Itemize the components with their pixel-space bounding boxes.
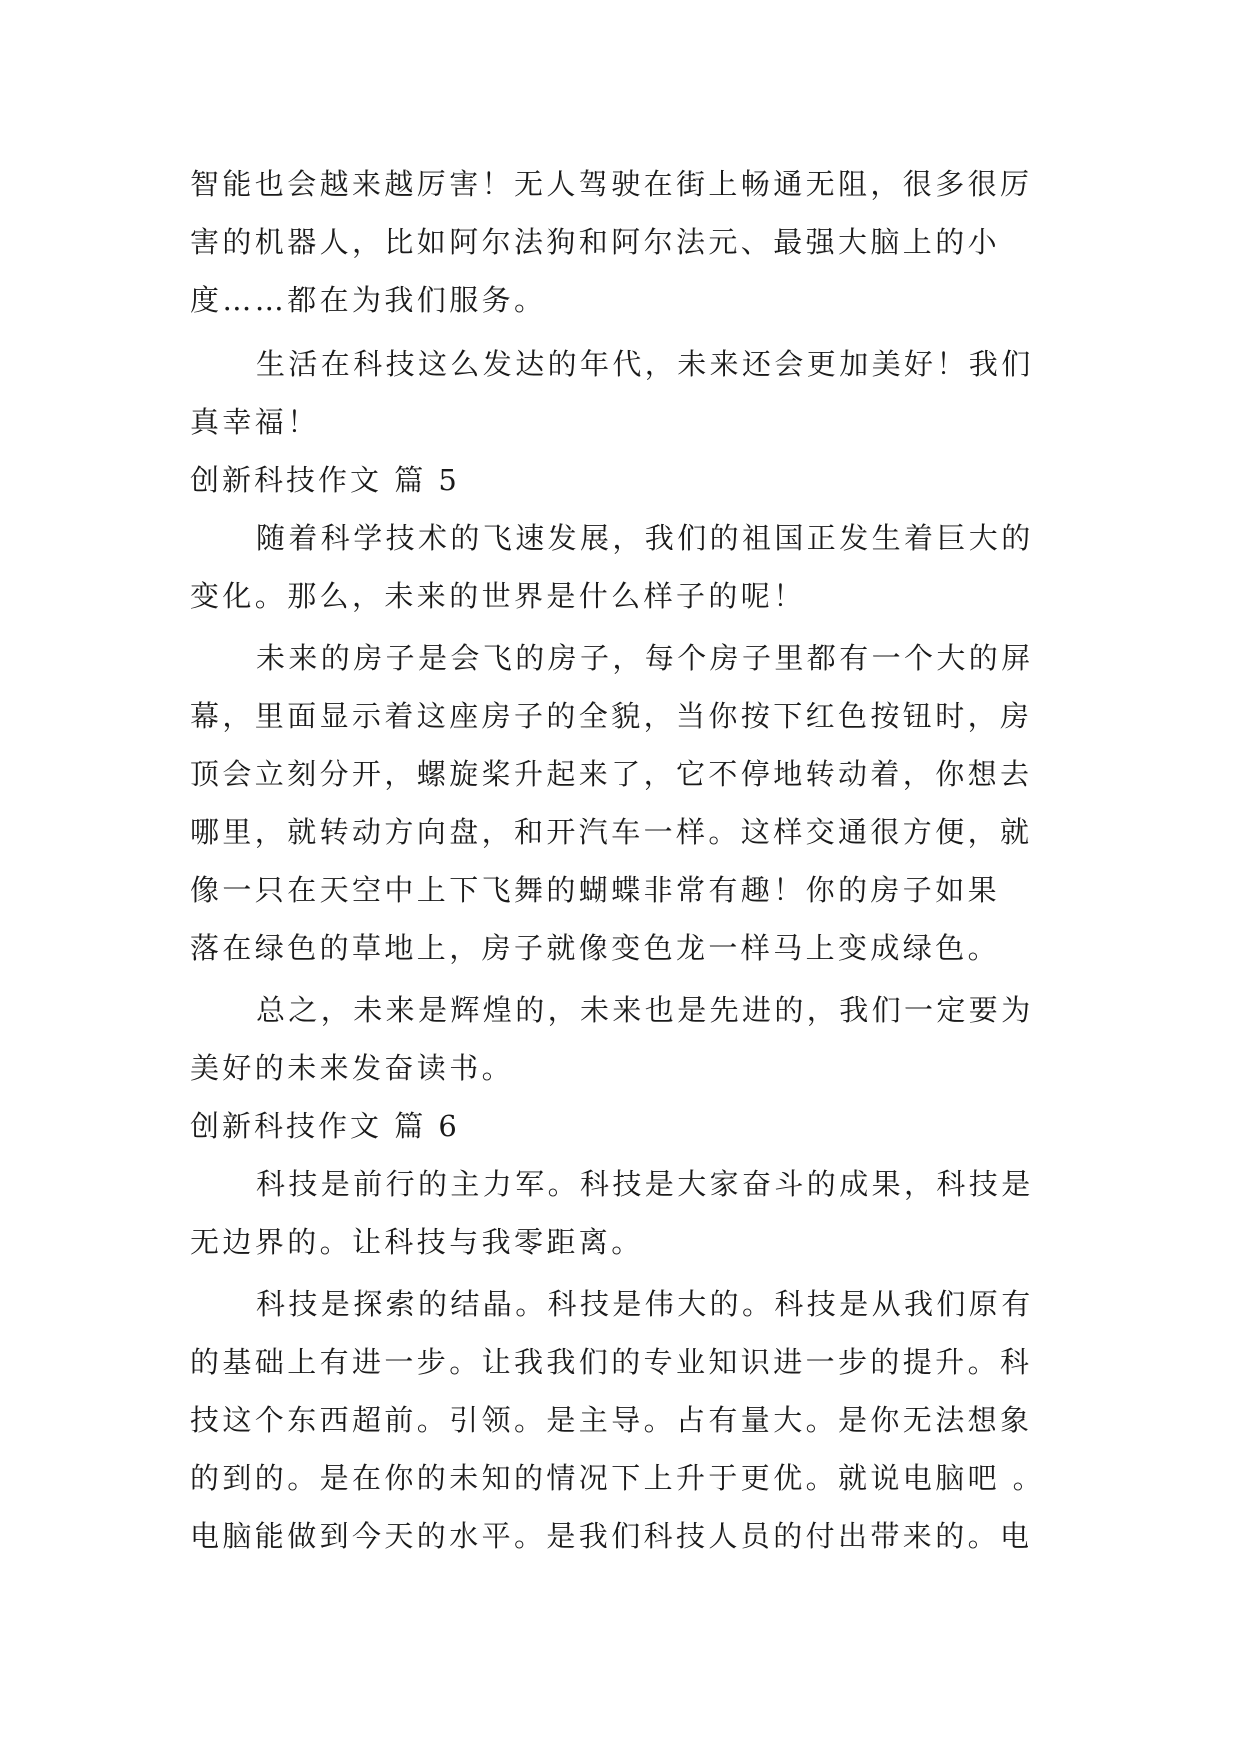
paragraph-line: 智能也会越来越厉害！无人驾驶在街上畅通无阻，很多很厉 xyxy=(190,167,1033,201)
paragraph-line: 无边界的。让科技与我零距离。 xyxy=(190,1225,644,1259)
section-heading: 创新科技作文 篇 5 xyxy=(190,463,460,497)
paragraph-line: 像一只在天空中上下飞舞的蝴蝶非常有趣！你的房子如果 xyxy=(190,873,1001,907)
paragraph-line: 电脑能做到今天的水平。是我们科技人员的付出带来的。电 xyxy=(190,1519,1033,1553)
paragraph-line: 总之，未来是辉煌的，未来也是先进的，我们一定要为 xyxy=(256,993,1034,1027)
paragraph-line: 美好的未来发奋读书。 xyxy=(190,1051,515,1085)
paragraph-line: 顶会立刻分开，螺旋桨升起来了，它不停地转动着，你想去 xyxy=(190,757,1033,791)
paragraph-line: 技这个东西超前。引领。是主导。占有量大。是你无法想象 xyxy=(190,1403,1033,1437)
paragraph-line: 的到的。是在你的未知的情况下上升于更优。就说电脑吧 。 xyxy=(190,1461,1046,1495)
paragraph-line: 科技是前行的主力军。科技是大家奋斗的成果，科技是 xyxy=(256,1167,1034,1201)
paragraph-line: 幕，里面显示着这座房子的全貌，当你按下红色按钮时，房 xyxy=(190,699,1033,733)
paragraph-line: 哪里，就转动方向盘，和开汽车一样。这样交通很方便，就 xyxy=(190,815,1033,849)
paragraph-line: 度……都在为我们服务。 xyxy=(190,283,547,317)
paragraph-line: 的基础上有进一步。让我我们的专业知识进一步的提升。科 xyxy=(190,1345,1033,1379)
paragraph-line: 未来的房子是会飞的房子，每个房子里都有一个大的屏 xyxy=(256,641,1034,675)
paragraph-line: 随着科学技术的飞速发展，我们的祖国正发生着巨大的 xyxy=(256,521,1034,555)
paragraph-line: 变化。那么，未来的世界是什么样子的呢！ xyxy=(190,579,806,613)
paragraph-line: 生活在科技这么发达的年代，未来还会更加美好！我们 xyxy=(256,347,1034,381)
section-heading: 创新科技作文 篇 6 xyxy=(190,1109,460,1143)
paragraph-line: 落在绿色的草地上，房子就像变色龙一样马上变成绿色。 xyxy=(190,931,1001,965)
paragraph-line: 害的机器人，比如阿尔法狗和阿尔法元、最强大脑上的小 xyxy=(190,225,1001,259)
paragraph-line: 真幸福！ xyxy=(190,405,320,439)
paragraph-line: 科技是探索的结晶。科技是伟大的。科技是从我们原有 xyxy=(256,1287,1034,1321)
